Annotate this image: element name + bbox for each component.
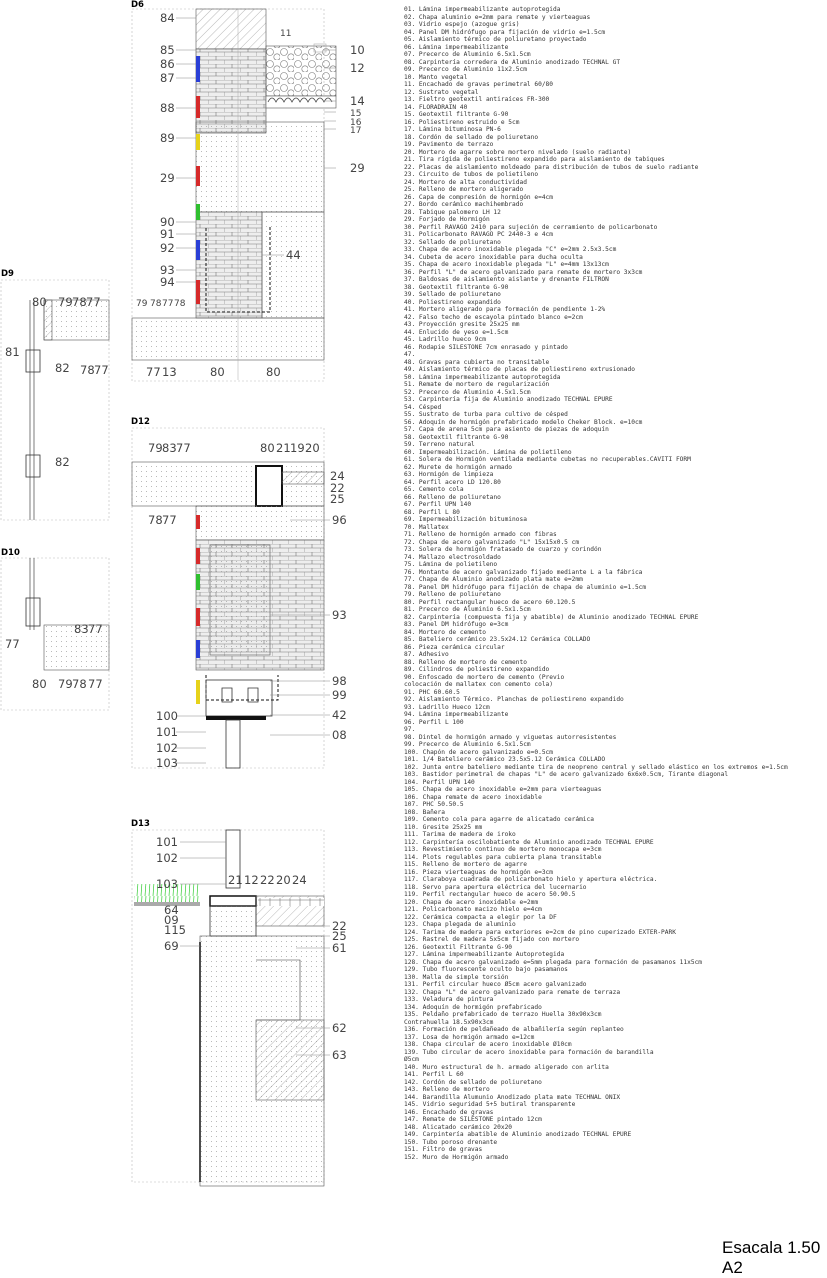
legend-item: 148. Alicatado cerámico 20x20: [404, 1123, 513, 1131]
callout-label: 17: [350, 126, 362, 136]
callout-label: 25: [330, 492, 345, 506]
callout-label: 77: [88, 622, 103, 636]
scale-label: Esacala 1.50: [722, 1238, 821, 1257]
callout-label: 61: [332, 941, 347, 955]
legend-item: 74. Mallazo electrosoldado: [404, 553, 501, 561]
legend-item: 22. Placas de aislamiento moldeado para distribución de tubos de suelo radiante: [404, 163, 699, 171]
legend-item: 111. Tarima de madera de iroko: [404, 831, 516, 838]
detail-d6: [131, 0, 365, 381]
legend-item: 144. Barandilla Alumunio Anodizado plata mate TECHNAL ONIX: [404, 1093, 621, 1101]
legend-item: 37. Baldosas de aislamiento aislante y drenante FILTRON: [404, 276, 609, 283]
legend-item: 20. Mortero de agarre sobre mortero nivelado (suelo radiante): [404, 148, 632, 156]
legend-item: 13. Fieltro geotextil antiraíces FR-300: [404, 96, 550, 103]
callout-label: 77: [5, 637, 20, 651]
legend-item: 125. Rastrel de madera 5x5cm fijado con mortero: [404, 936, 580, 943]
legend-item: 105. Chapa de acero inoxidable e=2mm para vierteaguas: [404, 786, 602, 793]
legend-item: 06. Lámina impermeabilizante: [404, 43, 509, 51]
legend-item: 55. Sustrato de turba para cultivo de césped: [404, 411, 568, 418]
legend-item: 106. Chapa remate de acero inoxidable: [404, 793, 542, 801]
legend-item: 146. Encachado de gravas: [404, 1108, 494, 1116]
legend-item: 36. Perfil "L" de acero galvanizado para remate de mortero 3x3cm: [404, 268, 643, 276]
callout-label: 77: [86, 295, 101, 309]
legend-item: 150. Tubo poroso drenante: [404, 1138, 498, 1146]
legend-item: 92. Aislamiento Térmico. Planchas de poliestireno expandido: [404, 696, 624, 703]
legend-item: 56. Adoquín de hormigón prefabricado modelo Cheker Block. e=10cm: [404, 418, 643, 426]
legend-item: 117. Claraboya cuadrada de policarbonato hielo y apertura eléctrica.: [404, 876, 658, 883]
legend-item: 109. Cemento cola para agarre de alicatado cerámica: [404, 816, 594, 823]
callout-label: 77: [94, 363, 109, 377]
legend-item: 98. Dintel de hormigón armado y viguetas autorresistentes: [404, 733, 617, 741]
legend-item: 152. Muro de Hormigón armado: [404, 1153, 509, 1161]
legend-item: 10. Manto vegetal: [404, 73, 468, 81]
legend-item: 41. Mortero aligerado para formación de pendiente 1-2%: [404, 306, 606, 313]
legend-item: 46. Rodapie SILESTONE 7cm enrasado y pintado: [404, 343, 568, 351]
callout-label: 80: [32, 677, 47, 691]
callout-label: 103: [156, 756, 178, 770]
callout-label: 80: [210, 365, 225, 379]
legend-item: 122. Cerámica compacta a elegir por la DF: [404, 913, 557, 921]
callout-label: 100: [156, 709, 178, 723]
callout-label: 101: [156, 725, 178, 739]
legend-item: 82. Carpintería (compuesta fija y abatible) de Aluminio anodizado TECHNAL EPURE: [404, 613, 699, 621]
callout-label: 98: [332, 674, 347, 688]
legend-item: 43. Proyección gresite 25x25 mm: [404, 321, 520, 328]
legend-item: 68. Perfil L 80: [404, 508, 460, 516]
legend-item: 132. Chapa "L" de acero galvanizado para remate de terraza: [404, 988, 621, 996]
legend-item: 79. Relleno de poliuretano: [404, 591, 501, 598]
callout-label: 25: [332, 929, 347, 943]
detail-title-d9: D9: [1, 269, 14, 279]
legend-item: 147. Remate de SILESTONE pintado 12cm: [404, 1116, 542, 1123]
legend-item: 04. Panel DM hidrófugo para fijación de vidrio e=1.5cm: [404, 28, 606, 36]
callout-label: 12: [244, 873, 259, 887]
callout-label: 22: [260, 873, 275, 887]
legend-item: 49. Aislamiento térmico de placas de poliestireno extrusionado: [404, 366, 635, 373]
callout-label: 102: [156, 741, 178, 755]
legend-item: 57. Capa de arena 5cm para asiento de piezas de adoquín: [404, 426, 609, 433]
legend-item: 96. Perfil L 100: [404, 718, 464, 726]
legend-item: 16. Poliestireno estruido e 5cm: [404, 118, 520, 126]
legend-item: 45. Ladrillo hueco 9cm: [404, 336, 486, 343]
legend-item: Contrahuella 18.5x90x3cm: [404, 1018, 494, 1026]
callout-label: 80: [266, 365, 281, 379]
legend-item: 110. Gresite 25x25 mm: [404, 823, 483, 831]
legend-item: 138. Chapa circular de acero inoxidable Ø10cm: [404, 1041, 572, 1048]
legend-item: 61. Solera de Hormigón ventilada mediante cubetas no recuperables.CAVITI FORM: [404, 456, 691, 463]
legend-item: 08. Carpintería corredera de Aluminio anodizado TECHNAL GT: [404, 58, 621, 66]
legend-item: 83. Panel DM hidrófugo e=3cm: [404, 621, 509, 628]
legend-item: 53. Carpintería fija de Aluminio anodizado TECHNAL EPURE: [404, 396, 613, 403]
callout-label: 83: [74, 622, 89, 636]
legend-item: 28. Tabique palomero LH 12: [404, 208, 501, 216]
callout-label: 42: [332, 708, 347, 722]
callout-label: 101: [156, 835, 178, 849]
title-block: [722, 1238, 820, 1278]
callout-label: 16: [350, 118, 362, 128]
callout-label: 82: [55, 455, 70, 469]
legend-item: 30. Perfil RAVAGO 2410 para sujeción de cerramiento de policarbonato: [404, 223, 658, 231]
callout-label: 24: [330, 469, 345, 483]
callout-label: 78: [72, 295, 87, 309]
legend-item: 69. Impermeabilización bituminosa: [404, 516, 527, 523]
callout-label: 91: [160, 227, 175, 241]
callout-label: 93: [160, 263, 175, 277]
detail-d10: [1, 548, 109, 710]
detail-title-d10: D10: [1, 548, 20, 558]
legend-item: 119. Perfil rectangular hueco de acero 50.90.5: [404, 891, 576, 898]
legend-item: 05. Aislamiento térmico de poliuretano proyectado: [404, 36, 587, 43]
callout-label: 22: [332, 919, 347, 933]
legend-item: 114. Plots regulables para cubierta plana transitable: [404, 853, 602, 861]
legend-item: 107. PHC 50.50.5: [404, 801, 464, 808]
legend-item: 42. Falso techo de escayola pintado blanco e=2cm: [404, 313, 583, 321]
legend-item: 120. Chapa de acero inoxidable e=2mm: [404, 898, 539, 906]
callout-label: 79: [136, 299, 148, 309]
legend-item: 33. Chapa de acero inoxidable plegada "C" e=2mm 2.5x3.5cm: [404, 246, 617, 253]
legend-item: 52. Precerco de Aluminio 4.5x1.5cm: [404, 388, 531, 396]
legend-item: 118. Servo para apertura eléctrica del lucernario: [404, 883, 587, 891]
callout-label: 12: [350, 61, 365, 75]
legend-item: 39. Sellado de poliuretano: [404, 291, 501, 298]
callout-label: 115: [164, 923, 186, 937]
legend-item: 27. Bordo cerámico machihembrado: [404, 201, 524, 208]
legend-item: 116. Pieza vierteaguas de hormigón e=3cm: [404, 868, 554, 876]
legend-item: 17. Lámina bituminosa PN-6: [404, 126, 501, 133]
legend-item: 108. Bañera: [404, 808, 445, 816]
legend-item: 131. Perfil circular hueco Ø5cm acero galvanizado: [404, 981, 587, 988]
legend-item: 123. Chapa plegada de aluminio: [404, 921, 516, 928]
callout-label: 77: [146, 365, 161, 379]
callout-label: 90: [160, 215, 175, 229]
legend-item: Ø5cm: [404, 1056, 419, 1063]
legend-item: 129. Tubo fluorescente oculto bajo pasamanos: [404, 966, 568, 973]
callout-label: 83: [162, 441, 177, 455]
legend-item: 26. Capa de compresión de hormigón e=4cm: [404, 193, 554, 201]
callout-label: 78: [150, 299, 162, 309]
legend-item: 38. Geotextil filtrante G-90: [404, 283, 509, 291]
callout-label: 84: [160, 11, 175, 25]
callout-label: 88: [160, 101, 175, 115]
legend-item: 02. Chapa aluminio e=2mm para remate y vierteaguas: [404, 13, 591, 21]
legend-item: 141. Perfil L 60: [404, 1071, 464, 1078]
callout-label: 64: [164, 903, 179, 917]
callout-label: 92: [160, 241, 175, 255]
legend-item: 97.: [404, 726, 416, 733]
legend-item: 75. Lámina de polietileno: [404, 561, 498, 568]
legend-item: 101. 1/4 Bateliero cerámico 23.5x5.12 Cerámica COLLADO: [404, 756, 606, 763]
detail-d9: [1, 269, 109, 520]
callout-label: 29: [350, 161, 365, 175]
callout-label: 10: [350, 43, 365, 57]
callout-label: 22: [330, 481, 345, 495]
legend-item: 40. Poliestireno expandido: [404, 298, 501, 306]
legend-item: 35. Chapa de acero inoxidable plegada "L" e=4mm 13x13cm: [404, 261, 609, 268]
legend-item: 03. Vidrio espejo (azogue gris): [404, 21, 520, 28]
callout-label: 11: [280, 29, 292, 39]
legend-item: 128. Chapa de acero galvanizado e=5mm plegada para formación de pasamanos 11x5cm: [404, 958, 703, 966]
legend-item: 113. Revestimiento continuo de mortero monocapa e=3cm: [404, 846, 602, 853]
legend-item: 87. Adhesivo: [404, 651, 449, 658]
legend-item: 67. Perfil UPN 140: [404, 501, 472, 508]
callout-label: 13: [162, 365, 177, 379]
legend-item: 103. Bastidor perimetral de chapas "L" de acero galvanizado 6x6x0.5cm, Tirante diagonal: [404, 771, 729, 778]
legend-item: 78. Panel DM hidrófugo para fijación de chapa de aluminio e=1.5cm: [404, 583, 647, 591]
legend-item: 48. Gravas para cubierta no transitable: [404, 358, 550, 366]
callout-label: 93: [332, 608, 347, 622]
callout-label: 103: [156, 877, 178, 891]
detail-d13: [131, 819, 347, 1186]
callout-label: 77: [162, 299, 174, 309]
legend-item: 102. Junta entre bateliero mediante tira de neopreno central y sellado elástico en los extremos e=1.5cm: [404, 763, 788, 771]
legend-item: 64. Perfil acero LD 120.80: [404, 478, 501, 486]
legend-item: 91. PHC 60.60.5: [404, 688, 460, 696]
callout-label: 87: [160, 71, 175, 85]
callout-label: 78: [148, 513, 163, 527]
callout-label: 24: [292, 873, 307, 887]
callout-label: 82: [55, 361, 70, 375]
callout-label: 86: [160, 57, 175, 71]
legend-item: 50. Lámina impermeabilizante autoprotegida: [404, 373, 561, 381]
legend-item: 136. Formación de peldañeado de albañilería según replanteo: [404, 1026, 624, 1033]
legend-item: 54. Césped: [404, 403, 442, 411]
callout-label: 96: [332, 513, 347, 527]
callout-label: 77: [176, 441, 191, 455]
callout-label: 21: [276, 441, 291, 455]
callout-label: 94: [160, 275, 175, 289]
legend-item: 21. Tira rígida de poliestireno expandido para aislamiento de tabiques: [404, 156, 665, 163]
legend-item: 18. Cordón de sellado de poliuretano: [404, 133, 539, 141]
callout-label: 85: [160, 43, 175, 57]
legend-item: 63. Hormigón de limpieza: [404, 471, 494, 478]
legend-item: 47.: [404, 351, 416, 358]
callout-label: 79: [148, 441, 163, 455]
detail-title-d6: D6: [131, 0, 144, 10]
legend-item: 09. Precerco de Aluminio 11x2.5cm: [404, 66, 527, 73]
legend-item: 86. Pieza cerámica circular: [404, 643, 505, 651]
callout-label: 62: [332, 1021, 347, 1035]
callout-label: 20: [305, 441, 320, 455]
legend-item: colocación de mallatex con cemento cola): [404, 681, 554, 688]
callout-label: 29: [160, 171, 175, 185]
callout-label: 19: [290, 441, 305, 455]
legend-item: 81. Precerco de Aluminio 6.5x1.5cm: [404, 606, 531, 613]
legend-item: 58. Geotextil filtrante G-90: [404, 433, 509, 441]
legend-item: 15. Geotextil filtrante G-90: [404, 111, 509, 118]
callout-label: 09: [164, 913, 179, 927]
legend-item: 32. Sellado de poliuretano: [404, 238, 501, 246]
legend-item: 29. Forjado de Hormigón: [404, 216, 490, 223]
callout-label: 20: [276, 873, 291, 887]
callout-label: 08: [332, 728, 347, 742]
callout-label: 89: [160, 131, 175, 145]
legend-item: 59. Terreno natural: [404, 441, 475, 448]
legend-item: 94. Lámina impermeabilizante: [404, 711, 509, 718]
legend-item: 126. Geotextil Filtrante G-90: [404, 943, 513, 951]
sheet-number: A2: [722, 1258, 743, 1277]
legend-item: 77. Chapa de Aluminio anodizado plata mate e=2mm: [404, 576, 583, 583]
callout-label: 99: [332, 688, 347, 702]
callout-label: 81: [5, 345, 20, 359]
callout-label: 21: [228, 873, 243, 887]
legend-item: 80. Perfil rectangular hueco de acero 60.120.5: [404, 598, 576, 606]
legend-item: 104. Perfil UPN 140: [404, 778, 475, 786]
legend-item: 71. Relleno de hormigón armado con fibras: [404, 531, 557, 538]
legend-item: 135. Peldaño prefabricado de terrazo Huella 30x90x3cm: [404, 1011, 602, 1018]
callout-label: 63: [332, 1048, 347, 1062]
callout-label: 69: [164, 939, 179, 953]
legend-item: 89. Cilindros de poliestireno expandido: [404, 666, 550, 673]
legend-item: 84. Mortero de cemento: [404, 628, 486, 636]
legend-item: 134. Adoquín de hormigón prefabricado: [404, 1003, 542, 1011]
legend-item: 130. Malla de simple torsión: [404, 973, 509, 981]
callout-label: 78: [174, 299, 186, 309]
detail-title-d13: D13: [131, 819, 150, 829]
callout-label: 77: [162, 513, 177, 527]
legend-item: 73. Solera de hormigón fratasado de cuarzo y corindón: [404, 546, 602, 553]
legend-item: 140. Muro estructural de h. armado aligerado con arlita: [404, 1063, 609, 1071]
callout-label: 77: [88, 677, 103, 691]
callout-label: 15: [350, 109, 362, 119]
legend-item: 142. Cordón de sellado de poliuretano: [404, 1078, 542, 1086]
legend-item: 151. Filtro de gravas: [404, 1146, 483, 1153]
detail-title-d12: D12: [131, 417, 150, 427]
legend-item: 121. Policarbonato macizo hielo e=4cm: [404, 906, 542, 913]
legend-item: 65. Cemento cola: [404, 486, 464, 493]
legend-item: 133. Veladura de pintura: [404, 996, 494, 1003]
callout-label: 80: [260, 441, 275, 455]
legend-item: 112. Carpintería oscilobatiente de Aluminio anodizado TECHNAL EPURE: [404, 838, 654, 846]
legend-item: 51. Remate de mortero de regularización: [404, 381, 550, 388]
legend-item: 23. Circuito de tubos de polietileno: [404, 171, 539, 178]
legend-item: 149. Carpintería abatible de Aluminio anodizado TECHNAL EPURE: [404, 1131, 632, 1138]
callout-label: 78: [72, 677, 87, 691]
legend-item: 115. Relleno de mortero de agarre: [404, 861, 527, 868]
callout-label: 80: [32, 295, 47, 309]
legend-item: 90. Enfoscado de mortero de cemento (Previo: [404, 673, 565, 681]
legend-item: 62. Murete de hormigón armado: [404, 463, 513, 471]
legend-item: 66. Relleno de poliuretano: [404, 493, 501, 501]
callout-label: 102: [156, 851, 178, 865]
callout-label: 78: [80, 363, 95, 377]
legend-item: 139. Tubo circular de acero inoxidable para formación de barandilla: [404, 1048, 654, 1056]
legend-item: 100. Chapón de acero galvanizado e=0.5cm: [404, 748, 554, 756]
legend-item: 143. Relleno de mortero: [404, 1086, 490, 1093]
callout-label: 79: [58, 677, 73, 691]
legend-item: 137. Losa de hormigón armado e=12cm: [404, 1033, 535, 1041]
legend-item: 76. Montante de acero galvanizado fijado mediante L a la fábrica: [404, 568, 643, 576]
legend-item: 44. Enlucido de yeso e=1.5cm: [404, 328, 509, 336]
legend-item: 12. Sustrato vegetal: [404, 88, 479, 96]
legend-item: 88. Relleno de mortero de cemento: [404, 658, 527, 666]
legend-item: 124. Tarima de madera para exteriores e=2cm de pino cuperizado EXTER-PARK: [404, 928, 676, 936]
legend-item: 60. Impermeabilización. Lámina de polietileno: [404, 448, 572, 456]
legend-item: 145. Vidrio seguridad 5+5 butiral transparente: [404, 1101, 576, 1108]
legend-item: 01. Lámina impermeabilizante autoprotegida: [404, 6, 561, 13]
legend-item: 07. Precerco de Aluminio 6.5x1.5cm: [404, 51, 531, 58]
detail-d12: [131, 417, 347, 770]
legend-item: 85. Bateliero cerámico 23.5x24.12 Cerámica COLLADO: [404, 636, 591, 643]
legend-item: 31. Policarbonato RAVAGO PC 2440-3 e 4cm: [404, 231, 554, 238]
callout-label: 14: [350, 94, 365, 108]
callout-label: 44: [286, 248, 301, 262]
legend-item: 11. Encachado de gravas perimetral 60/80: [404, 81, 554, 88]
legend-item: 14. FLORADRAIN 40: [404, 103, 468, 111]
legend-item: 25. Relleno de mortero aligerado: [404, 186, 524, 193]
legend-item: 24. Mortero de alta conductividad: [404, 178, 527, 186]
materials-legend: [404, 6, 824, 1161]
legend-item: 19. Pavimento de terrazo: [404, 141, 494, 148]
legend-item: 127. Lámina impermeabilizante Autoprotegida: [404, 951, 565, 958]
legend-item: 93. Ladrillo Hueco 12cm: [404, 703, 490, 711]
legend-item: 99. Precerco de Aluminio 6.5x1.5cm: [404, 741, 531, 748]
legend-item: 34. Cubeta de acero inoxidable para ducha oculta: [404, 253, 583, 261]
legend-item: 70. Mallatex: [404, 523, 449, 531]
callout-label: 79: [58, 295, 73, 309]
legend-item: 72. Chapa de acero galvanizado "L" 15x15x0.5 cm: [404, 538, 580, 546]
